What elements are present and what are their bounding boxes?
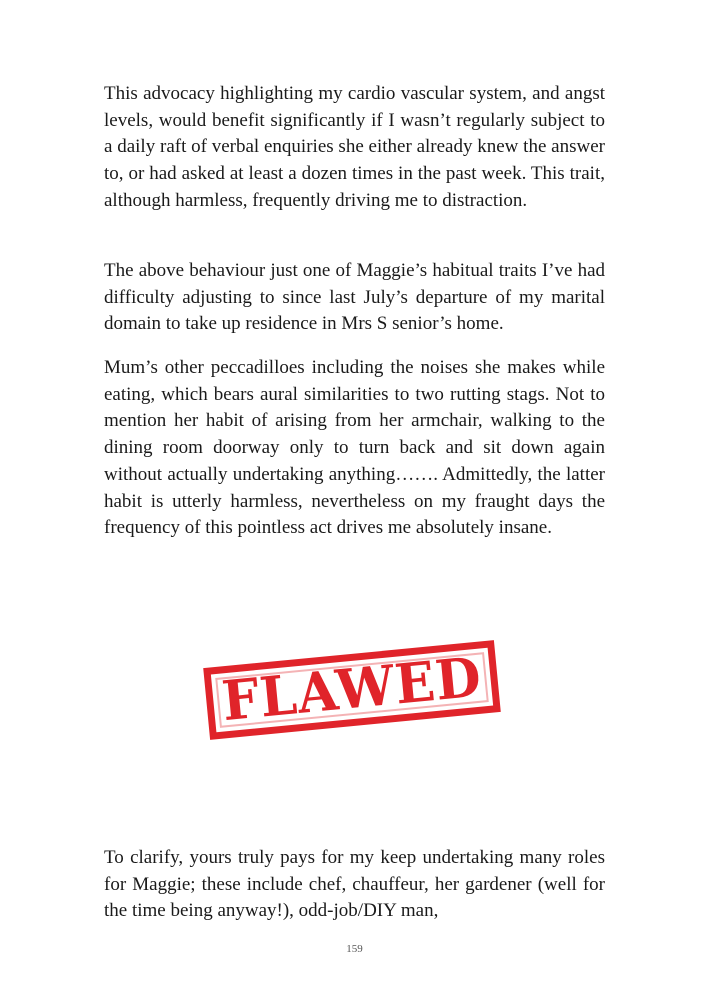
flawed-stamp-image (196, 632, 512, 752)
stamp-text: FLAWED (219, 645, 485, 734)
paragraph-peccadilloes: Mum’s other peccadilloes including the noises she makes while eating, which bears aural similarities to two rutting stags. Not to mention her habit of arising from her armchair, walking to the dining room doorway only to turn back and sit down again without actually undertaking anything……. Admittedly, the latter habit is utterly harmless, nevertheless on my fraught days the frequency of this pointless act drives me absolutely insane. (104, 357, 605, 539)
paragraph-clarify: To clarify, yours truly pays for my keep undertaking many roles for Maggie; these include chef, chauffeur, her gardener (well for the time being anyway!), odd-job/DIY man, (104, 847, 605, 922)
stamp-border (203, 640, 501, 740)
paragraph-advocacy: This advocacy highlighting my cardio vascular system, and angst levels, would benefit significantly if I wasn’t regularly subject to a daily raft of verbal enquiries she either already knew the answer to, or had asked at least a dozen times in the past week. This trait, although harmless, frequently driving me to distraction. (104, 83, 605, 211)
paragraph-behaviour: The above behaviour just one of Maggie’s habitual traits I’ve had difficulty adjusting to since last July’s departure of my marital domain to take up residence in Mrs S senior’s home. (104, 260, 605, 335)
page-number: 159 (346, 943, 363, 955)
